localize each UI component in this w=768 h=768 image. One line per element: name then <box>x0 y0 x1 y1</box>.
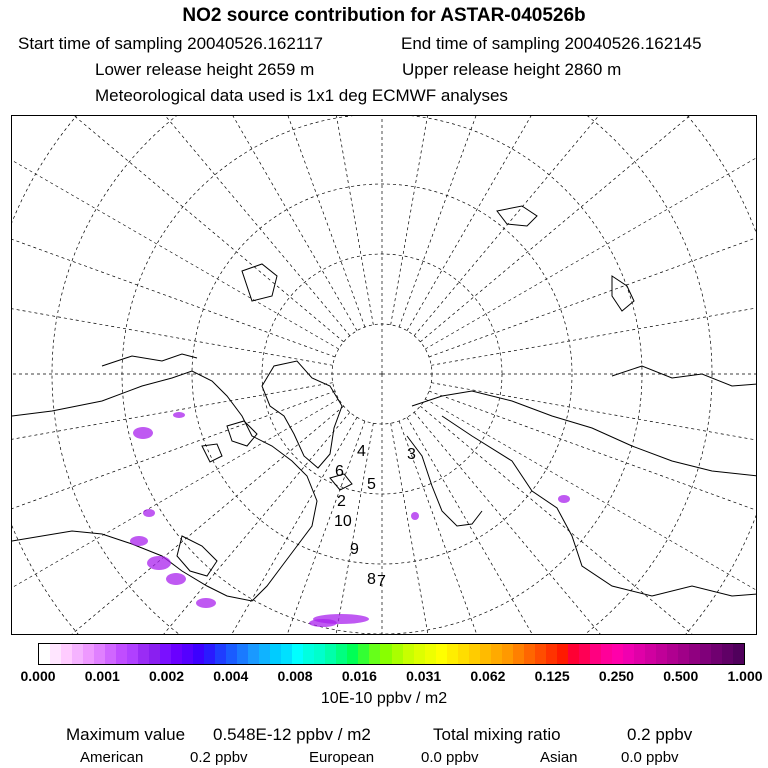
color-scale-tick-label: 0.031 <box>406 668 442 684</box>
color-scale-tick-label: 0.500 <box>663 668 699 684</box>
color-scale-segment <box>546 644 557 664</box>
contour-label: 9 <box>350 541 359 558</box>
color-scale-segment <box>645 644 656 664</box>
total-mixing-value: 0.2 ppbv <box>627 725 693 744</box>
color-scale-segment <box>579 644 590 664</box>
color-scale-tick-label: 0.004 <box>213 668 249 684</box>
american-label: American <box>80 749 144 766</box>
meridian-line <box>12 116 344 342</box>
color-scale-segment <box>491 644 502 664</box>
color-scale-segment <box>711 644 722 664</box>
coastline-segment <box>612 276 634 311</box>
color-scale-unit: 10E-10 ppbv / m2 <box>320 690 448 707</box>
color-scale-segment <box>127 644 138 664</box>
asian-label: Asian <box>540 749 578 766</box>
color-scale-tick-label: 1.000 <box>727 668 763 684</box>
meridian-line <box>12 169 335 357</box>
contour-label: 5 <box>367 476 376 493</box>
start-time-label: Start time of sampling 20040526.162117 <box>18 34 323 53</box>
color-scale-segment <box>270 644 281 664</box>
coastline-segment <box>242 264 277 301</box>
color-scale-segment <box>215 644 226 664</box>
coastline-segment <box>612 366 757 386</box>
color-scale-segment <box>414 644 425 664</box>
color-scale-segment <box>138 644 149 664</box>
plume-blob <box>196 598 216 608</box>
color-scale-tick-label: 0.016 <box>341 668 377 684</box>
plume-blob <box>147 556 171 570</box>
color-scale-segment <box>392 644 403 664</box>
color-scale-segment <box>634 644 645 664</box>
color-scale-segment <box>733 644 744 664</box>
color-scale-segment <box>116 644 127 664</box>
color-scale-segment <box>480 644 491 664</box>
color-scale-segment <box>358 644 369 664</box>
european-label: European <box>309 749 375 766</box>
color-scale-tick-label: 0.000 <box>20 668 56 684</box>
contour-labels <box>334 443 416 590</box>
contour-label: 6 <box>335 463 344 480</box>
meridian-line <box>12 391 335 579</box>
meridian-line <box>399 116 587 327</box>
coastline-segment <box>497 206 537 226</box>
color-scale-segment <box>94 644 105 664</box>
color-scale-segment <box>568 644 579 664</box>
meridian-line <box>12 399 339 635</box>
color-scale-segment <box>204 644 215 664</box>
contour-label: 2 <box>337 493 346 510</box>
contour-label: 4 <box>357 443 366 460</box>
meridian-line <box>399 421 587 635</box>
meridian-line <box>431 383 757 479</box>
coastline-segment <box>202 444 222 462</box>
color-scale-segment <box>336 644 347 664</box>
color-scale-segment <box>226 644 237 664</box>
color-scale-segment <box>303 644 314 664</box>
american-value: 0.2 ppbv <box>190 749 248 766</box>
color-scale-segment <box>601 644 612 664</box>
color-scale-segment <box>72 644 83 664</box>
plume-blob <box>309 619 337 627</box>
meridian-line <box>407 116 682 331</box>
color-scale-segment <box>447 644 458 664</box>
end-time-label: End time of sampling 20040526.162145 <box>401 34 702 53</box>
color-scale-segment <box>524 644 535 664</box>
meridian-line <box>407 417 682 635</box>
color-scale-tick-label: 0.002 <box>149 668 185 684</box>
color-scale-segment <box>557 644 568 664</box>
color-scale-segment <box>39 644 50 664</box>
color-scale-segment <box>314 644 325 664</box>
color-scale-tick-label: 0.001 <box>84 668 120 684</box>
color-scale-tick-label: 0.062 <box>470 668 506 684</box>
meridian-line <box>429 169 757 357</box>
color-scale-segment <box>259 644 270 664</box>
map-panel <box>11 115 757 635</box>
coastline-segment <box>262 361 342 468</box>
color-scale-segment <box>623 644 634 664</box>
color-scale-segment <box>722 644 733 664</box>
color-scale-segment <box>83 644 94 664</box>
plume-blob <box>143 509 155 517</box>
met-data-label: Meteorological data used is 1x1 deg ECMWF analyses <box>95 86 508 105</box>
color-scale-segment <box>656 644 667 664</box>
polar-map <box>12 116 757 635</box>
color-scale-segment <box>281 644 292 664</box>
color-scale-segment <box>237 644 248 664</box>
color-scale-segment <box>149 644 160 664</box>
contour-label: 3 <box>407 446 416 463</box>
coastline-segment <box>407 436 482 526</box>
color-scale-segment <box>689 644 700 664</box>
color-scale-segment <box>502 644 513 664</box>
european-value: 0.0 ppbv <box>421 749 479 766</box>
asian-value: 0.0 ppbv <box>621 749 679 766</box>
lat-lon-grid <box>12 116 757 635</box>
color-scale-segment <box>425 644 436 664</box>
color-scale-segment <box>458 644 469 664</box>
meridian-line <box>278 116 374 325</box>
plume-blob <box>173 412 185 418</box>
color-scale-segment <box>469 644 480 664</box>
color-scale-segment <box>193 644 204 664</box>
meridian-line <box>391 116 487 325</box>
color-scale-tick-label: 0.125 <box>534 668 570 684</box>
plume-blob <box>133 427 153 439</box>
color-scale-segment <box>380 644 391 664</box>
color-scale-segment <box>678 644 689 664</box>
color-scale-segment <box>105 644 116 664</box>
upper-height-label: Upper release height 2860 m <box>402 60 622 79</box>
color-scale-segment <box>171 644 182 664</box>
coastline-segment <box>102 354 197 366</box>
color-scale-segment <box>612 644 623 664</box>
meridian-line <box>82 116 357 331</box>
coastline-segment <box>177 536 217 576</box>
meridian-line <box>420 406 757 635</box>
meridian-line <box>429 391 757 579</box>
meridian-line <box>420 116 757 342</box>
contour-label: 10 <box>334 513 352 530</box>
color-scale-segment <box>369 644 380 664</box>
lower-height-label: Lower release height 2659 m <box>95 60 315 79</box>
color-scale-segment <box>436 644 447 664</box>
meridian-line <box>414 412 757 635</box>
color-scale-segment <box>61 644 72 664</box>
total-mixing-label: Total mixing ratio <box>433 725 561 744</box>
contour-label: 7 <box>377 573 386 590</box>
color-scale-bar <box>38 643 745 665</box>
color-scale-tick-label: 0.250 <box>598 668 634 684</box>
color-scale-segment <box>347 644 358 664</box>
color-scale-segment <box>590 644 601 664</box>
color-scale-segment <box>403 644 414 664</box>
meridian-line <box>425 399 757 635</box>
meridian-line <box>12 116 339 349</box>
contour-label: 8 <box>367 571 376 588</box>
coastline-segment <box>442 416 757 596</box>
color-scale-segment <box>667 644 678 664</box>
color-scale-segment <box>50 644 61 664</box>
meridian-line <box>431 270 757 366</box>
latitude-circle <box>12 116 757 635</box>
meridian-line <box>12 116 350 336</box>
meridian-line <box>414 116 757 336</box>
color-scale-segment <box>513 644 524 664</box>
color-scale-segment <box>535 644 546 664</box>
plot-title: NO2 source contribution for ASTAR-040526b <box>182 5 586 26</box>
color-scale-segment <box>700 644 711 664</box>
max-value-label: Maximum value <box>66 725 186 744</box>
color-scale-segment <box>292 644 303 664</box>
color-scale-segment <box>182 644 193 664</box>
plume-blob <box>166 573 186 585</box>
meridian-line <box>425 116 757 349</box>
meridian-line <box>177 116 365 327</box>
meridian-line <box>12 406 344 635</box>
max-value: 0.548E-12 ppbv / m2 <box>213 725 371 744</box>
color-scale-tick-label: 0.008 <box>277 668 313 684</box>
plume-blob <box>130 536 148 546</box>
color-scale-segment <box>160 644 171 664</box>
plume-blob <box>558 495 570 503</box>
plume-blob <box>411 512 419 520</box>
color-scale-segment <box>248 644 259 664</box>
color-scale-segment <box>325 644 336 664</box>
